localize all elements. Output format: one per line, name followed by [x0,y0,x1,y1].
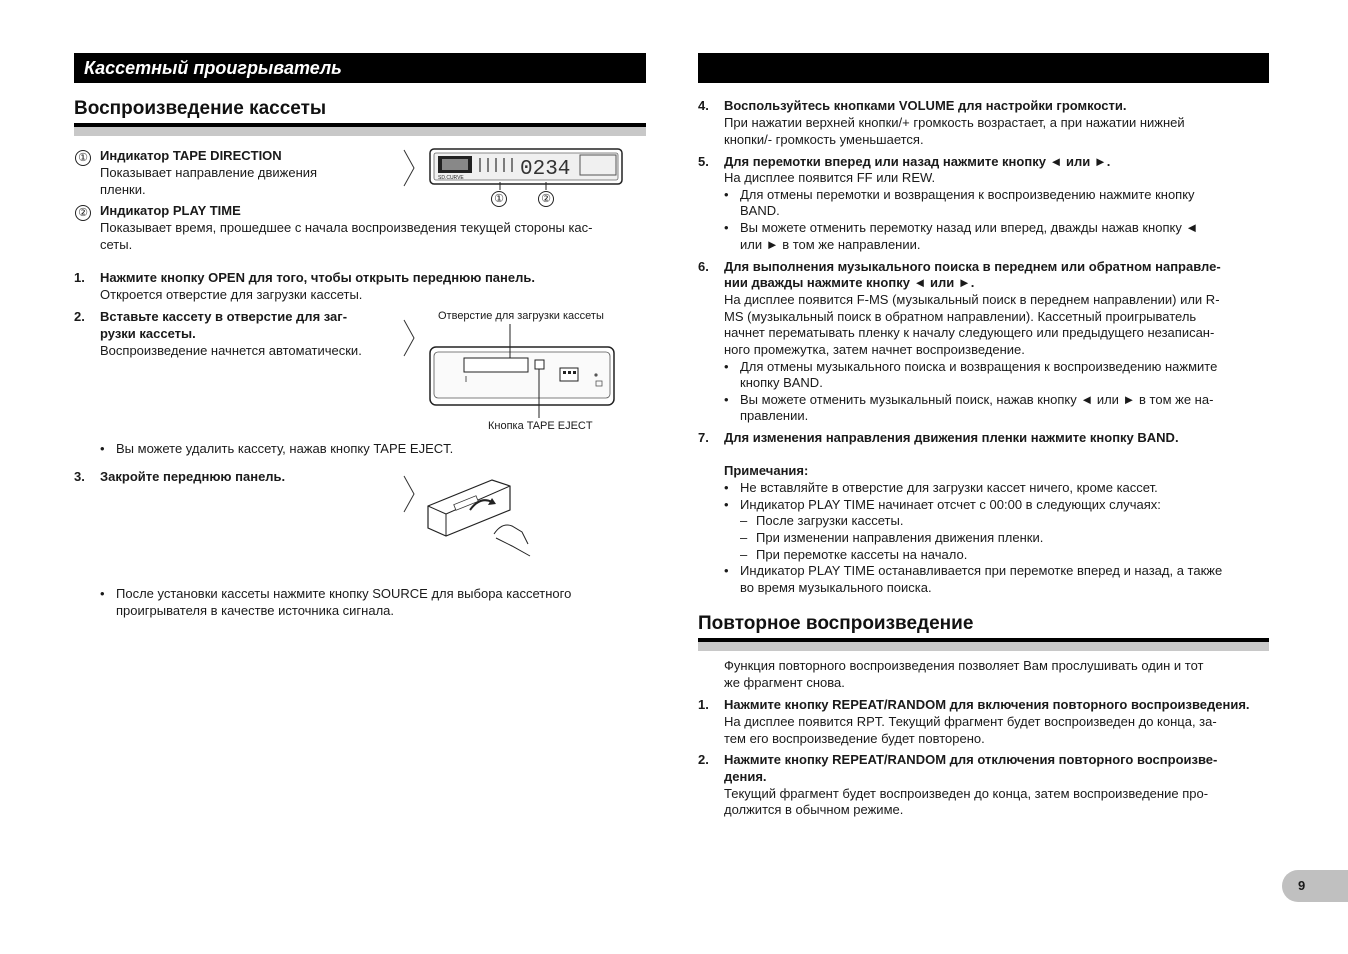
caption-cassette-slot: Отверстие для загрузки кассеты [438,310,604,322]
bullet: • [724,563,729,578]
bullet: • [724,392,729,407]
step-4-title: Воспользуйтесь кнопками VOLUME для настройки громкости. [724,98,1127,113]
indicator-2-title: Индикатор PLAY TIME [100,203,241,218]
bullet: • [724,359,729,374]
note: во время музыкального поиска. [740,580,932,595]
bullet: • [724,220,729,235]
step-2-title: Вставьте кассету в отверстие для заг- [100,309,348,324]
dash: – [740,547,748,562]
dash: – [740,530,748,545]
display-readout: 0234 [520,158,571,181]
notes-title: Примечания: [724,463,809,478]
intro-text: Функция повторного воспроизведения позволяет Вам прослушивать один и тот [724,658,1204,673]
caption-tape-eject: Кнопка TAPE EJECT [488,420,593,432]
step-6-text: На дисплее появится F-MS (музыкальный поиск в переднем направлении) или R- [724,292,1220,307]
step-5-text: На дисплее появится FF или REW. [724,170,936,185]
note-sub: При изменении направления движения пленки. [756,530,1044,545]
step-6-bullet: правлении. [740,408,809,423]
note: Не вставляйте в отверстие для загрузки кассет ничего, кроме кассет. [740,480,1158,495]
step-6-bullet: Для отмены музыкального поиска и возвращения к воспроизведению нажмите [740,359,1218,374]
step-5-bullet: BAND. [740,203,780,218]
repeat-step-2-title: дения. [724,769,767,784]
step-4-text: кнопки/- громкость уменьшается. [724,132,924,147]
bullet: • [724,187,729,202]
cassette-slot-illustration [400,318,624,422]
step-2-text: Воспроизведение начнется автоматически. [100,343,362,358]
bullet: • [100,586,105,601]
indicator-2-text: сеты. [100,237,133,252]
close-panel-illustration [400,470,534,560]
repeat-step-2-title: Нажмите кнопку REPEAT/RANDOM для отключения повторного воспроизве- [724,752,1218,767]
repeat-step-1-title: Нажмите кнопку REPEAT/RANDOM для включения повторного воспроизведения. [724,697,1250,712]
repeat-step-2-text: должится в обычном режиме. [724,802,904,817]
bullet: • [724,497,729,512]
step-7-number: 7. [698,430,709,445]
indicator-1-text: пленки. [100,182,146,197]
step-6-title: Для выполнения музыкального поиска в переднем или обратном направле- [724,259,1221,274]
dash: – [740,513,748,528]
bullet: • [100,441,105,456]
step-6-title: нии дважды нажмите кнопку ◄ или ►. [724,275,975,290]
indicator-1-text: Показывает направление движения [100,165,318,180]
step-6-text: MS (музыкальный поиск в обратном направлении). Кассетный проигрыватель [724,309,1197,324]
repeat-step-1-text: На дисплее появится RPT. Текущий фрагмент будет воспроизведен до конца, за- [724,714,1217,729]
step-4-number: 4. [698,98,709,113]
step-6-bullet: кнопку BAND. [740,375,823,390]
note: Индикатор PLAY TIME начинает отсчет с 00:00 в следующих случаях: [740,497,1161,512]
note-sub: После загрузки кассеты. [756,513,904,528]
step-1-number: 1. [74,270,85,285]
section-heading: Повторное воспроизведение [698,613,974,634]
step-5-bullet: Для отмены перемотки и возвращения к воспроизведению нажмите кнопку [740,187,1195,202]
step-2-number: 2. [74,309,85,324]
step-3-number: 3. [74,469,85,484]
note-sub: При перемотке кассеты на начало. [756,547,968,562]
indicator-1-title: Индикатор TAPE DIRECTION [100,148,282,163]
step-3-title: Закройте переднюю панель. [100,469,286,484]
step-6-bullet: Вы можете отменить музыкальный поиск, нажав кнопку ◄ или ► в том же на- [740,392,1214,407]
note: Индикатор PLAY TIME останавливается при перемотке вперед и назад, а также [740,563,1223,578]
step-2-bullet: Вы можете удалить кассету, нажав кнопку TAPE EJECT. [116,441,454,456]
intro-text: же фрагмент снова. [724,675,845,690]
step-6-text: ного промежутка, затем начнет воспроизведение. [724,342,1025,357]
page-title: Воспроизведение кассеты [74,98,327,119]
right-header-bar [698,53,1269,83]
step-6-number: 6. [698,259,709,274]
indicator-2-marker: ② [75,203,91,221]
step-1-title: Нажмите кнопку OPEN для того, чтобы открыть переднюю панель. [100,270,535,285]
callout-1: ① [491,189,507,207]
step-5-number: 5. [698,154,709,169]
bullet: • [724,480,729,495]
display-label: SD.CURVE [438,175,464,181]
heading-rule-grey [698,642,1269,651]
callout-2: ② [538,189,554,207]
heading-rule-grey [74,127,646,136]
repeat-step-1-number: 1. [698,697,709,712]
repeat-step-2-number: 2. [698,752,709,767]
repeat-step-2-text: Текущий фрагмент будет воспроизведен до конца, затем воспроизведение про- [724,786,1209,801]
step-4-text: При нажатии верхней кнопки/+ громкость возрастает, а при нажатии нижней [724,115,1185,130]
step-3-bullet: проигрывателя в качестве источника сигнала. [116,603,395,618]
step-2-title: рузки кассеты. [100,326,196,341]
repeat-step-1-text: тем его воспроизведение будет повторено. [724,731,985,746]
step-5-bullet: или ► в том же направлении. [740,237,921,252]
step-7-title: Для изменения направления движения пленки нажмите кнопку BAND. [724,430,1179,445]
display-illustration [400,146,630,208]
indicator-2-text: Показывает время, прошедшее с начала воспроизведения текущей стороны кас- [100,220,593,235]
step-3-bullet: После установки кассеты нажмите кнопку SOURCE для выбора кассетного [116,586,572,601]
step-6-text: начнет перематывать пленку к началу следующего или предыдущего незаписан- [724,325,1215,340]
step-5-bullet: Вы можете отменить перемотку назад или вперед, дважды нажав кнопку ◄ [740,220,1199,235]
step-1-text: Откроется отверстие для загрузки кассеты. [100,287,363,302]
indicator-1-marker: ① [75,148,91,166]
page-number: 9 [1282,870,1348,902]
step-5-title: Для перемотки вперед или назад нажмите кнопку ◄ или ►. [724,154,1111,169]
section-banner: Кассетный проигрыватель [74,53,646,83]
